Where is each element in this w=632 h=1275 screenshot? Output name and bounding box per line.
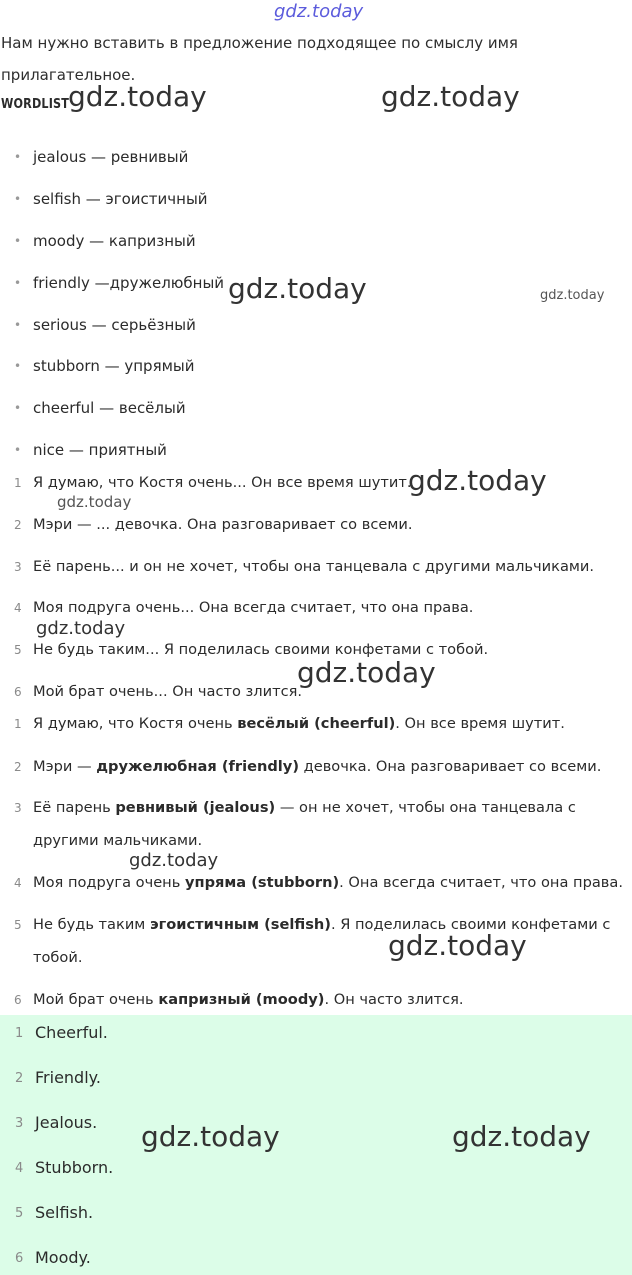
watermark: gdz.today — [228, 272, 367, 305]
answer-item: Selfish. — [35, 1203, 94, 1222]
answer-highlight: весёлый (cheerful) — [237, 715, 396, 732]
bullet-icon: • — [14, 359, 22, 373]
wordlist-item: cheerful — весёлый — [33, 399, 186, 417]
wordlist-item: jealous — ревнивый — [33, 148, 189, 166]
filled-sentence-continuation: тобой. — [33, 949, 83, 966]
answer-item: Stubborn. — [35, 1158, 114, 1177]
answer-number: 5 — [15, 1206, 24, 1221]
answer-highlight: упряма (stubborn) — [184, 874, 340, 891]
filled-number: 1 — [14, 717, 22, 731]
intro-text-line2: прилагательное. — [1, 66, 136, 84]
wordlist-item: serious — серьёзный — [33, 316, 196, 334]
task-number: 6 — [14, 685, 22, 699]
filled-sentence: Мэри — дружелюбная (friendly) девочка. Она разговаривает со всеми. — [33, 758, 602, 775]
watermark: gdz.today — [381, 80, 520, 113]
watermark: gdz.today — [68, 80, 207, 113]
filled-number: 4 — [14, 876, 22, 890]
answer-highlight: капризный (moody) — [158, 991, 325, 1008]
filled-sentence: Моя подруга очень упряма (stubborn). Она всегда считает, что она права. — [33, 874, 623, 891]
bullet-icon: • — [14, 276, 22, 290]
filled-sentence: Мой брат очень капризный (moody). Он часто злится. — [33, 991, 464, 1008]
filled-sentence: Не будь таким эгоистичным (selfish). Я поделилась своими конфетами с — [33, 916, 611, 933]
watermark: gdz.today — [408, 464, 547, 497]
watermark: gdz.today — [452, 1120, 591, 1153]
filled-sentence-continuation: другими мальчиками. — [33, 832, 203, 849]
bullet-icon: • — [14, 150, 22, 164]
answer-number: 3 — [15, 1116, 24, 1131]
watermark: gdz.today — [141, 1120, 280, 1153]
task-sentence: Мой брат очень... Он часто злится. — [33, 683, 303, 700]
filled-number: 2 — [14, 760, 22, 774]
filled-number: 3 — [14, 801, 22, 815]
watermark: gdz.today — [129, 850, 219, 871]
answer-item: Moody. — [35, 1248, 91, 1267]
gdz-logo-watermark: gdz.today — [274, 1, 364, 22]
answer-item: Cheerful. — [35, 1023, 108, 1042]
answer-item: Friendly. — [35, 1068, 101, 1087]
bullet-icon: • — [14, 192, 22, 206]
wordlist-item: stubborn — упрямый — [33, 357, 195, 375]
watermark: gdz.today — [540, 288, 605, 303]
task-number: 5 — [14, 643, 22, 657]
wordlist-heading: WORDLIST — [1, 97, 70, 112]
task-sentence: Моя подруга очень... Она всегда считает, что она права. — [33, 599, 474, 616]
answer-item: Jealous. — [35, 1113, 98, 1132]
filled-sentence: Её парень ревнивый (jealous) — он не хочет, чтобы она танцевала с — [33, 799, 576, 816]
task-number: 4 — [14, 601, 22, 615]
task-number: 3 — [14, 560, 22, 574]
bullet-icon: • — [14, 318, 22, 332]
bullet-icon: • — [14, 401, 22, 415]
bullet-icon: • — [14, 234, 22, 248]
wordlist-item: selfish — эгоистичный — [33, 190, 208, 208]
intro-text-line1: Нам нужно вставить в предложение подходящее по смыслу имя — [1, 34, 518, 52]
answer-number: 4 — [15, 1161, 24, 1176]
task-sentence: Её парень... и он не хочет, чтобы она танцевала с другими мальчиками. — [33, 558, 595, 575]
answer-number: 1 — [15, 1026, 24, 1041]
watermark: gdz.today — [297, 656, 436, 689]
answer-highlight: эгоистичным (selfish) — [149, 916, 331, 933]
answer-number: 6 — [15, 1251, 24, 1266]
bullet-icon: • — [14, 443, 22, 457]
task-sentence: Мэри — ... девочка. Она разговаривает со всеми. — [33, 516, 413, 533]
task-sentence: Не будь таким... Я поделилась своими конфетами с тобой. — [33, 641, 489, 658]
task-sentence: Я думаю, что Костя очень... Он все время шутит. — [33, 474, 412, 491]
answer-number: 2 — [15, 1071, 24, 1086]
filled-number: 6 — [14, 993, 22, 1007]
watermark: gdz.today — [57, 493, 132, 511]
task-number: 2 — [14, 518, 22, 532]
answer-highlight: дружелюбная (friendly) — [96, 758, 299, 775]
task-number: 1 — [14, 476, 22, 490]
watermark: gdz.today — [36, 618, 126, 639]
wordlist-item: moody — капризный — [33, 232, 196, 250]
wordlist-item: nice — приятный — [33, 441, 167, 459]
filled-sentence: Я думаю, что Костя очень весёлый (cheerful). Он все время шутит. — [33, 715, 565, 732]
filled-number: 5 — [14, 918, 22, 932]
wordlist-item: friendly —дружелюбный — [33, 274, 225, 292]
watermark: gdz.today — [388, 929, 527, 962]
answer-highlight: ревнивый (jealous) — [115, 799, 276, 816]
